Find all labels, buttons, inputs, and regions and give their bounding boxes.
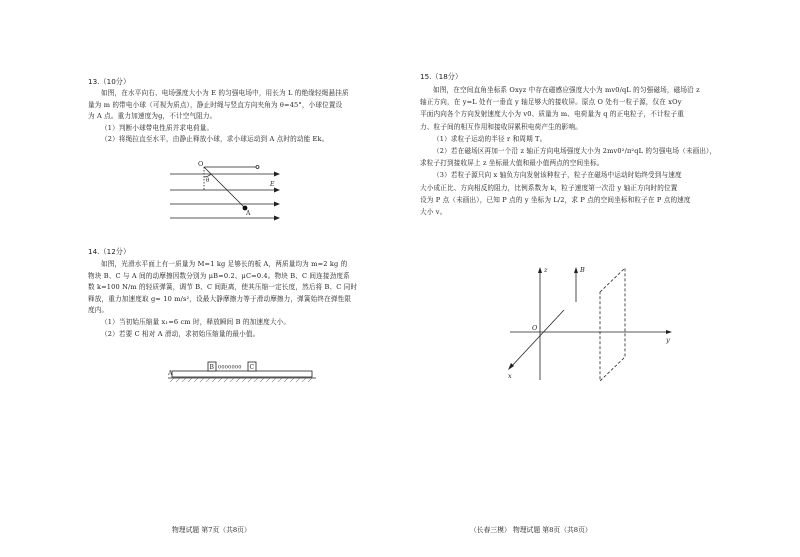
q15-figure bbox=[500, 262, 680, 382]
q14-line: 数 k=100 N/m 的轻质弹簧，调节 B、C 间距离，使其压缩一定长度，然后将 B、C 同时 bbox=[88, 283, 358, 292]
q14-figure bbox=[168, 358, 318, 386]
q14-line: （1）当初始压缩量 x₁=6 cm 时，释放瞬间 B 的加速度大小。 bbox=[101, 317, 291, 326]
left-page-footer: 物理试题 第7页（共8页） bbox=[172, 526, 251, 534]
q14-number: 14.（12分） bbox=[88, 247, 131, 256]
q15-line: 大小成正比、方向相反的阻力，比例系数为 k，粒子速度第一次沿 y 轴正方向时的位置 bbox=[420, 183, 678, 192]
q15-z-label: z bbox=[544, 266, 548, 274]
q15-line: 平面内向各个方向发射速度大小为 v0、质量为 m、电荷量为 q 的正电粒子，不计粒子重 bbox=[420, 110, 685, 119]
q13-number: 13.（10分） bbox=[88, 77, 131, 86]
q15-line: （3）若粒子源只向 x 轴负方向发射该种粒子，粒子在磁场中运动时始终受到与速度 bbox=[433, 171, 682, 180]
q13-line: 如图，在水平向右、电场强度大小为 E 的匀强电场中，用长为 L 的绝缘轻绳悬挂质 bbox=[101, 89, 349, 97]
q13-theta-label: θ bbox=[206, 178, 210, 184]
q15-number: 15.（18分） bbox=[420, 72, 463, 81]
q13-o-label: O bbox=[198, 160, 204, 168]
q14-spring: 0000000 bbox=[218, 364, 242, 371]
q14-line: （2）若要 C 相对 A 滑动，求初始压缩量的最小值。 bbox=[101, 329, 260, 338]
q15-x-label: x bbox=[508, 372, 512, 380]
q15-o-label: O bbox=[532, 324, 538, 332]
right-page-footer: （长春三模） 物理试题 第8页（共8页） bbox=[470, 526, 592, 534]
q13-line: （2）将绳拉直至水平，由静止释放小球，求小球运动到 A 点时的动能 Ek。 bbox=[101, 135, 329, 144]
q15-line: 大小 v。 bbox=[420, 208, 447, 217]
q15-body bbox=[420, 84, 716, 218]
q14-c-label: C bbox=[249, 364, 255, 371]
right-page bbox=[400, 0, 800, 557]
q13-line: 为 A 点。重力加速度为g，不计空气阻力。 bbox=[88, 112, 217, 121]
q13-line: 量为 m 的带电小球（可视为质点），静止时绳与竖直方向夹角为 θ=45°，小球位置设 bbox=[88, 100, 343, 109]
q13-e-label: E bbox=[270, 181, 275, 188]
q15-y-label: y bbox=[666, 336, 670, 344]
q14-a-label: A bbox=[168, 370, 173, 377]
q15-b-label: B bbox=[580, 266, 585, 274]
q14-line: 物块 B、C 与 A 间的动摩擦因数分别为 μB=0.2、μC=0.4。物块 B、C 间连接劲度系 bbox=[88, 271, 350, 280]
q13-body bbox=[88, 88, 349, 146]
q14-line: 释放，重力加速度取 g= 10 m/s²，设最大静摩擦力等于滑动摩擦力，弹簧始终在弹性限 bbox=[88, 294, 352, 303]
q13-line: （1）判断小球带电性质并求电荷量。 bbox=[101, 123, 214, 132]
q13-a-label: A bbox=[246, 210, 251, 217]
q15-x-axis bbox=[510, 310, 564, 368]
q15-line: 如图，在空间直角坐标系 Oxyz 中存在磁感应强度大小为 mv0/qL 的匀强磁场，磁场沿 z bbox=[433, 86, 700, 94]
q15-screen bbox=[600, 268, 625, 381]
q15-line: （2）若在磁场区再加一个沿 z 轴正方向电场强度大小为 2mv0²/π²qL 的匀强电场（未画出）， bbox=[433, 147, 717, 156]
q15-line: （1）求粒子运动的半径 r 和周期 T。 bbox=[433, 134, 547, 143]
q14-b-label: B bbox=[209, 364, 214, 371]
q13-figure bbox=[170, 160, 290, 220]
q15-line: 力、粒子间的相互作用和接收屏累积电荷产生的影响。 bbox=[420, 122, 582, 131]
q14-board-a bbox=[172, 371, 312, 377]
q15-line: 轴正方向，在 y=L 处有一垂直 y 轴足够大的接收屏。原点 O 处有一粒子源，仅在 xOy bbox=[420, 98, 682, 107]
q15-line: 求粒子打到接收屏上 z 坐标最大值和最小值两点的空间坐标。 bbox=[420, 159, 604, 168]
q14-line: 度内。 bbox=[88, 306, 109, 315]
q15-line: 设为 P 点（未画出），已知 P 点的 y 坐标为 L/2，求 P 点的空间坐标和粒子在 P 点的速度 bbox=[420, 195, 691, 204]
q14-line: 如图，光滑水平面上有一质量为 M=1 kg 足够长的板 A，两质量均为 m=2 kg 的 bbox=[101, 260, 348, 268]
q14-body bbox=[88, 259, 357, 340]
